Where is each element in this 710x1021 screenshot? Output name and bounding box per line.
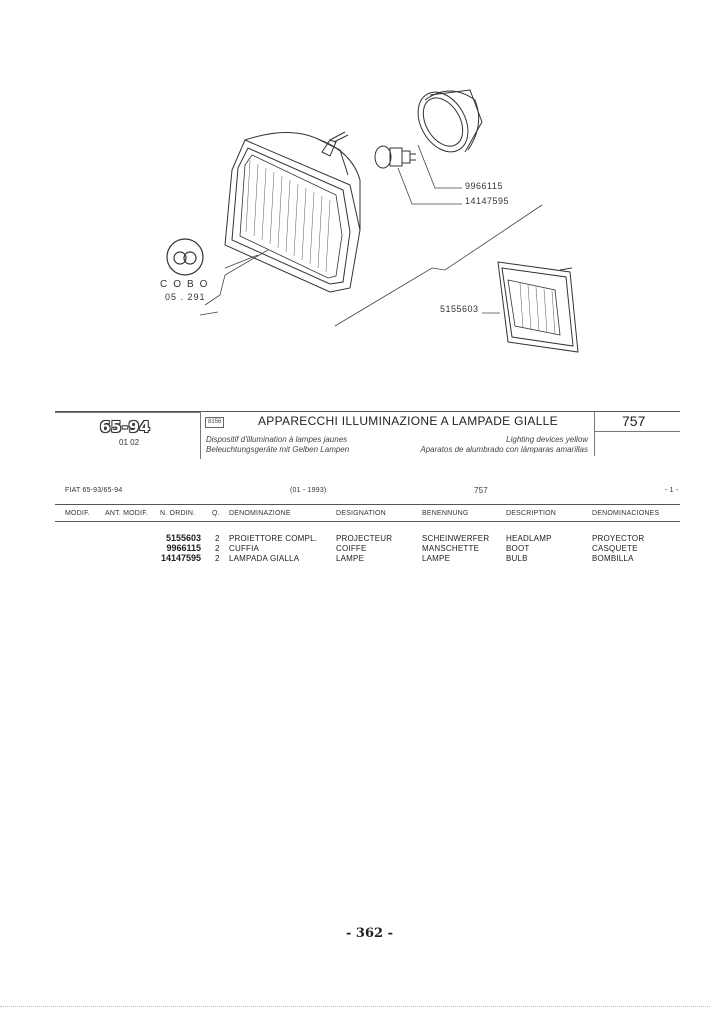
info-page: - 1 - bbox=[665, 487, 679, 494]
subtitle-fr: Dispositif d'illumination à lampes jaunes bbox=[206, 435, 348, 444]
col-modif: MODIF. bbox=[65, 510, 90, 517]
part-name-fr: LAMPE bbox=[336, 554, 365, 563]
part-name-de: SCHEINWERFER bbox=[422, 534, 490, 543]
part-name-it: LAMPADA GIALLA bbox=[229, 554, 300, 563]
col-description: DESCRIPTION bbox=[506, 510, 557, 517]
boot-drawing bbox=[408, 83, 482, 160]
col-n-ordin: N. ORDIN. bbox=[160, 510, 196, 517]
info-date: (01 - 1993) bbox=[290, 487, 327, 494]
group-code-box: 8156 bbox=[205, 417, 224, 428]
group-number: 757 bbox=[622, 413, 646, 429]
cobo-logo-text: COBO bbox=[160, 279, 214, 290]
part-name-en: BULB bbox=[506, 554, 528, 563]
part-number: 9966115 bbox=[166, 543, 201, 553]
subtitle-es: Aparatos de alumbrado con lámparas amarillas bbox=[420, 445, 588, 454]
part-name-en: BOOT bbox=[506, 544, 530, 553]
part-name-es: BOMBILLA bbox=[592, 554, 634, 563]
part-name-de: MANSCHETTE bbox=[422, 544, 480, 553]
cobo-logo-icon bbox=[167, 239, 203, 275]
part-name-it: PROIETTORE COMPL. bbox=[229, 534, 318, 543]
header-top-rule-left bbox=[55, 412, 200, 413]
info-group: 757 bbox=[474, 486, 488, 495]
part-number: 14147595 bbox=[160, 553, 201, 563]
cobo-logo-date: 05 . 291 bbox=[165, 292, 206, 302]
part-qty: 2 bbox=[215, 544, 220, 553]
part-qty: 2 bbox=[215, 534, 220, 543]
part-name-it: CUFFIA bbox=[229, 544, 260, 553]
part-number: 5155603 bbox=[165, 533, 201, 543]
part-name-de: LAMPE bbox=[422, 554, 451, 563]
part-name-fr: PROJECTEUR bbox=[336, 534, 393, 543]
header-divider-right bbox=[594, 411, 595, 456]
part-name-fr: COIFFE bbox=[336, 544, 367, 553]
small-headlamp-drawing bbox=[498, 262, 578, 352]
subtitle-en: Lighting devices yellow bbox=[506, 435, 588, 444]
columns-top-rule bbox=[55, 504, 680, 505]
callout-5155603: 5155603 bbox=[440, 304, 479, 314]
scan-edge-noise bbox=[0, 1006, 710, 1017]
columns-bottom-rule bbox=[55, 521, 680, 522]
headlamp-drawing bbox=[225, 132, 360, 292]
col-qty: Q. bbox=[212, 510, 220, 517]
exploded-parts-illustration bbox=[0, 0, 710, 400]
col-benennung: BENENNUNG bbox=[422, 510, 469, 517]
bulb-drawing bbox=[375, 146, 416, 168]
part-name-es: CASQUETE bbox=[592, 544, 638, 553]
col-ant-modif: ANT. MODIF. bbox=[105, 510, 149, 517]
col-denominaciones: DENOMINACIONES bbox=[592, 510, 660, 517]
page-number: - 362 - bbox=[346, 926, 393, 941]
part-name-es: PROYECTOR bbox=[592, 534, 645, 543]
group-number-underline bbox=[594, 431, 680, 432]
header-divider-left bbox=[200, 411, 201, 459]
model-badge: 65-94 bbox=[100, 418, 151, 436]
col-designation: DESIGNATION bbox=[336, 510, 386, 517]
callout-14147595: 14147595 bbox=[465, 196, 510, 206]
info-model: FIAT 65-93/65-94 bbox=[65, 487, 123, 494]
col-denominazione: DENOMINAZIONE bbox=[229, 510, 291, 517]
model-date: 01 02 bbox=[119, 438, 140, 447]
part-name-en: HEADLAMP bbox=[506, 534, 552, 543]
group-title: APPARECCHI ILLUMINAZIONE A LAMPADE GIALLE bbox=[258, 414, 558, 428]
subtitle-de: Beleuchtungsgeräte mit Gelben Lampen bbox=[206, 445, 350, 454]
part-qty: 2 bbox=[215, 554, 220, 563]
leader-lines bbox=[200, 145, 542, 326]
callout-9966115: 9966115 bbox=[465, 181, 503, 191]
